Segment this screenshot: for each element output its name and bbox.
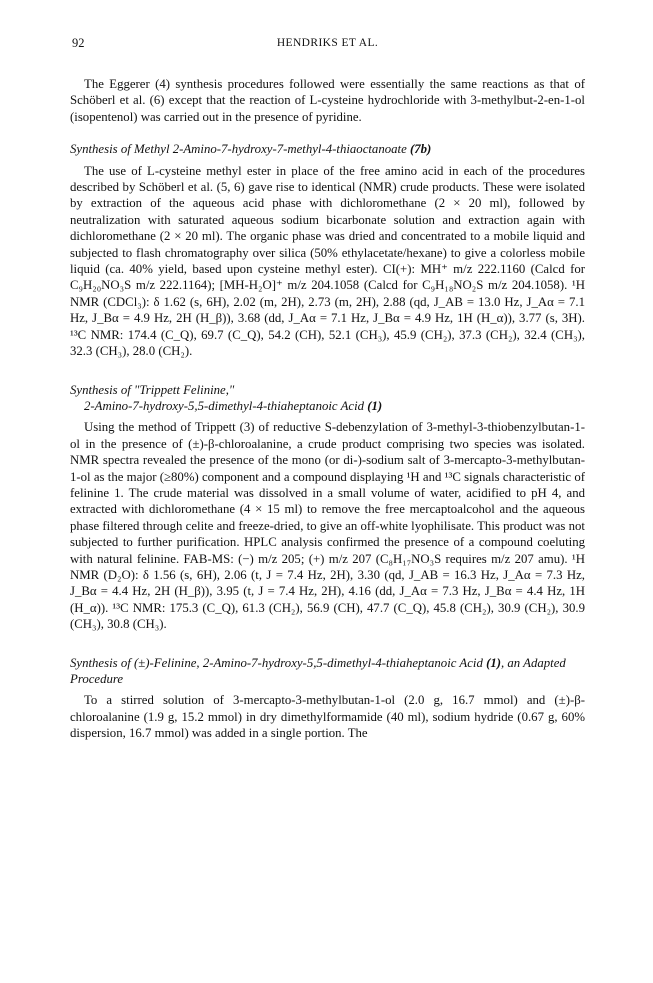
heading-text: 2-Amino-7-hydroxy-5,5-dimethyl-4-thiaheptanoic Acid xyxy=(84,398,365,413)
paragraph-trippett: Using the method of Trippett (3) of reductive S-debenzylation of 3-methyl-3-thiobenzylbutan-1-ol in the presence of (±)-β-chloroalanine, a crude product comprising two species was isolated. NMR spectra revealed the presence of the mono (or di-)-sodium salt of 3-mercapto-3-methylbutan-1-ol as the major (≥80%) component and a compound displaying ¹H and ¹³C signals characteristic of felinine 1. The crude material was dissolved in a small volume of water, acidified to pH 4, and extracted with dichloromethane (4 × 15 ml) to remove the free mercaptoalcohol and the aqueous phase filtered through celite and freeze-dried, to give an off-white lyophilisate. This product was not subjected to further purification. HPLC analysis confirmed the presence of a compound coeluting with natural felinine. FAB-MS: (−) m/z 205; (+) m/z 207 (C₈H₁₇NO₃S requires m/z 207 amu). ¹H NMR (D₂O): δ 1.56 (s, 6H), 2.06 (t, J = 7.4 Hz, 2H), 3.30 (qd, J_AB = 16.3 Hz, J_Aα = 7.3 Hz, J_Bα = 4.4 Hz, 2H (H_β)), 3.95 (t, J = 7.4 Hz, 2H), 4.16 (dd, J_Aα = 7.3 Hz, J_Bα = 4.4 Hz, 1H (H_α)). ¹³C NMR: 175.3 (C_Q), 61.3 (CH₂), 56.9 (CH), 47.7 (C_Q), 45.8 (CH₂), 30.9 (CH₂), 30.9 (CH₃), 30.8 (CH₃). xyxy=(70,420,585,632)
section-heading-methyl-ester xyxy=(70,141,585,157)
heading-text: Synthesis of Methyl 2-Amino-7-hydroxy-7-methyl-4-thiaoctanoate xyxy=(70,142,407,157)
running-head-authors: HENDRIKS ET AL. xyxy=(276,37,379,49)
section-heading-felinine xyxy=(70,655,585,688)
compound-number: (7b) xyxy=(409,142,432,157)
heading-line-2 xyxy=(70,398,585,414)
paragraph-eggerer: The Eggerer (4) synthesis procedures followed were essentially the same reactions as that of Schöberl et al. (6) except that the reaction of L-cysteine hydrochloride with 3-methylbut-2-en-1-ol (isopentenol) was carried out in the presence of pyridine. xyxy=(70,77,585,124)
paragraph-procedure: To a stirred solution of 3-mercapto-3-methylbutan-1-ol (2.0 g, 16.7 mmol) and (±)-β-chloroalanine (1.9 g, 15.2 mmol) in dry dimethylformamide (40 ml), sodium hydride (0.67 g, 60% dispersion, 16.7 mmol) was added in a single portion. The xyxy=(70,693,585,741)
heading-tail: , an Adapted Procedure xyxy=(70,655,566,686)
compound-number: (1) xyxy=(367,398,383,413)
paragraph-methyl-ester: The use of L-cysteine methyl ester in place of the free amino acid in each of the procedures described by Schöberl et al. (5, 6) gave rise to identical (NMR) crude products. These were isolated by extraction of the aqueous acid phase with dichloromethane (2 × 20 ml), followed by neutralization with saturated aqueous sodium bicarbonate solution and extraction again with dichloromethane (2 × 20 ml). The organic phase was dried and concentrated to a mobile liquid and subjected to flash chromatography over silica (50% ethylacetate/hexane) to give a colorless mobile liquid (ca. 40% yield, based upon cysteine methyl ester). CI(+): MH⁺ m/z 222.1160 (Calcd for C₉H₂₀NO₃S m/z 222.1164); [MH-H₂O]⁺ m/z 204.1058 (Calcd for C₉H₁₈NO₂S m/z 204.1058). ¹H NMR (CDCl₃): δ 1.62 (s, 6H), 2.02 (m, 2H), 2.73 (m, 2H), 2.88 (qd, J_AB = 13.0 Hz, J_Aα = 7.1 Hz, J_Bα = 4.9 Hz, 2H (H_β)), 3.68 (dd, J_Aα = 7.1 Hz, J_Bα = 4.9 Hz, 1H (H_α)), 3.77 (s, 3H). ¹³C NMR: 174.4 (C_Q), 69.7 (C_Q), 54.2 (CH), 52.1 (CH₃), 45.9 (CH₂), 37.3 (CH₂), 32.4 (CH₃), 32.3 (CH₃), 28.0 (CH₂). xyxy=(70,163,585,359)
compound-number: (1) xyxy=(486,655,501,670)
page-number: 92 xyxy=(72,36,85,50)
section-heading-trippett xyxy=(70,382,585,415)
heading-text: Synthesis of (±)-Felinine, 2-Amino-7-hydroxy-5,5-dimethyl-4-thiaheptanoic Acid xyxy=(70,655,483,670)
heading-line-1: Synthesis of "Trippett Felinine," xyxy=(70,382,235,397)
running-head xyxy=(70,36,585,54)
